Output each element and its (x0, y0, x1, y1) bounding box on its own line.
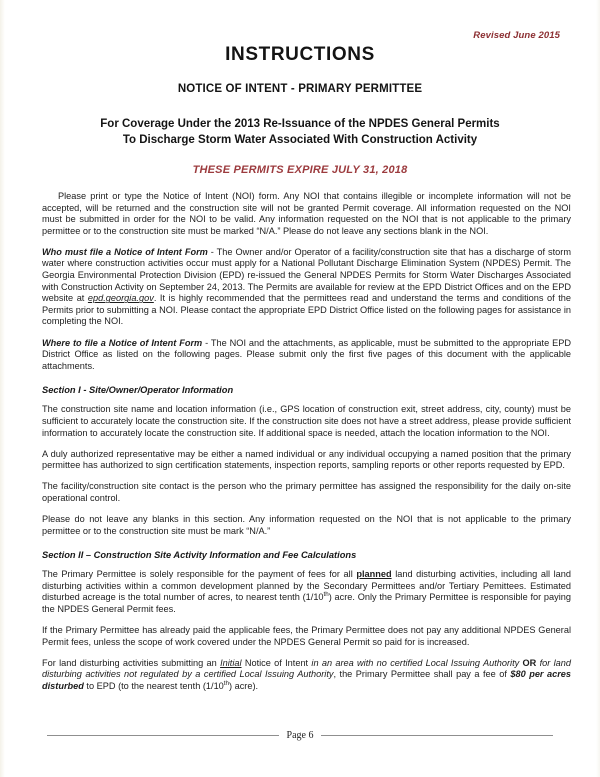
initial-noi-part-1: For land disturbing activities submitting an (42, 657, 221, 668)
section-one-paragraph-3: The facility/construction site contact is the person who the primary permittee has assigned the responsibility for the daily on-site operational control. (42, 481, 571, 503)
initial-noi-initial-emphasis: Initial (220, 657, 242, 668)
revised-date-note: Revised June 2015 (473, 30, 560, 41)
who-must-file-lead: Who must file a Notice of Intent Form (42, 246, 208, 257)
document-body (28, 176, 572, 693)
initial-noi-part-2: Notice of Intent (241, 657, 312, 668)
fee-paragraph-planned-emphasis: planned (356, 569, 392, 580)
page-title: INSTRUCTIONS (225, 44, 375, 65)
who-must-file-text-before-link: - The Owner and/or Operator of a facility/construction site that has a discharge of storm water where construction activities occur must apply for a National Pollutant Discharge Elimination System (NPDES) Permit. The Georgia Environmental Protection Division (EPD) re-issued the General NPDES Permits for Storm Water Discharges Associated with Construction Activity on September 24, 2013. The Permits are available for review at the EPD District Offices and on the EPD website at (42, 246, 571, 304)
intro-paragraph: Please print or type the Notice of Intent (NOI) form. Any NOI that contains illegible or incomplete information will not be accepted, will be returned and the construction site will not be granted Permit coverage. All information requested on the NOI must be submitted in order for the NOI to be valid. Any information requested on the NOI that is not applicable to the primary permittee or to the construction site must be marked “N/A.” Please do not leave any sections blank in the NOI. (42, 191, 571, 236)
initial-noi-italic-1: in an area with no certified Local Issuing Authority (311, 657, 520, 668)
initial-noi-bold-or: OR (519, 657, 540, 668)
coverage-line-1: For Coverage Under the 2013 Re-Issuance of the NPDES General Permits (100, 118, 500, 130)
section-two-heading: Section II – Construction Site Activity Information and Fee Calculations (42, 550, 357, 561)
initial-noi-part-4: to EPD (to the nearest tenth (1/10 (83, 680, 224, 691)
page-number-label: Page 6 (286, 730, 314, 741)
epd-website-link[interactable]: epd.georgia.gov (87, 293, 154, 304)
coverage-heading (28, 95, 572, 148)
initial-noi-part-5: ) acre). (228, 680, 259, 691)
who-must-file-text-after-link: . It is highly recommended that the permittees read and understand the terms and conditions of the Permits prior to submitting a NOI. Please contact the appropriate EPD District Office listed on the following pages for assistance in completing the NOI. (42, 293, 572, 327)
section-two-already-paid-paragraph: If the Primary Permittee has already paid the applicable fees, the Primary Permittee does not pay any additional NPDES General Permit fees, unless the scope of work covered under the NPDES General Permit so paid for is increased. (42, 625, 571, 647)
section-one-heading: Section I - Site/Owner/Operator Information (42, 385, 234, 396)
where-to-file-text: - The NOI and the attachments, as applicable, must be submitted to the appropriate EPD District Office as listed on the following pages. Please submit only the first five pages of this document with the applicable attachments. (42, 337, 571, 371)
fee-paragraph-superscript-th: th (323, 591, 329, 599)
who-must-file-paragraph (42, 247, 571, 328)
fee-paragraph-part-2: land disturbing activities, including all land disturbing activities within a common development planned by the Secondary Permittees and/or Tertiary Pemittees. Estimated disturbed acreage is the total number of acres, to nearest tenth (1/10 (42, 569, 571, 603)
initial-noi-fee-amount: $80 per acres disturbed (42, 669, 571, 691)
document-subtitle: NOTICE OF INTENT - PRIMARY PERMITTEE (177, 83, 423, 95)
section-one-paragraph-2: A duly authorized representative may be either a named individual or any individual occupying a named position that the primary permittee has authorized to sign certification statements, inspection reports, sampling reports or other reports requested by EPD. (42, 448, 571, 471)
expiration-notice: THESE PERMITS EXPIRE JULY 31, 2018 (192, 164, 408, 176)
initial-noi-italic-2: for land disturbing activities not regulated by a certified Local Issuing Authority (42, 657, 571, 680)
initial-noi-superscript-th: th (223, 679, 229, 687)
footer-rule-left (47, 735, 279, 736)
section-two-fee-paragraph (42, 569, 571, 615)
section-one-paragraph-1: The construction site name and location information (i.e., GPS location of construction exit, street address, city, county) must be sufficient to accurately locate the construction site. If the construction site does not have a street address, please provide sufficient information to accurately locate the construction site. If additional space is needed, attach the location information to the NOI. (42, 404, 571, 438)
initial-noi-part-3: , the Primary Permittee shall pay a fee of (333, 669, 511, 680)
page-footer (0, 730, 600, 741)
fee-paragraph-part-1: The Primary Permittee is solely responsible for the payment of fees for all (42, 569, 357, 580)
where-to-file-lead: Where to file a Notice of Intent Form (42, 337, 203, 348)
section-two-initial-noi-paragraph (42, 658, 571, 693)
where-to-file-paragraph (42, 338, 571, 373)
fee-paragraph-part-3: ) acre. Only the Primary Permittee is responsible for paying the NPDES General Permit fees. (42, 592, 571, 614)
section-one-paragraph-4: Please do not leave any blanks in this section. Any information requested on the NOI that is not applicable to the primary permittee or to the construction site must be mark “N/A.” (42, 513, 571, 536)
footer-rule-right (321, 735, 553, 736)
coverage-line-2: To Discharge Storm Water Associated With Construction Activity (122, 133, 478, 146)
